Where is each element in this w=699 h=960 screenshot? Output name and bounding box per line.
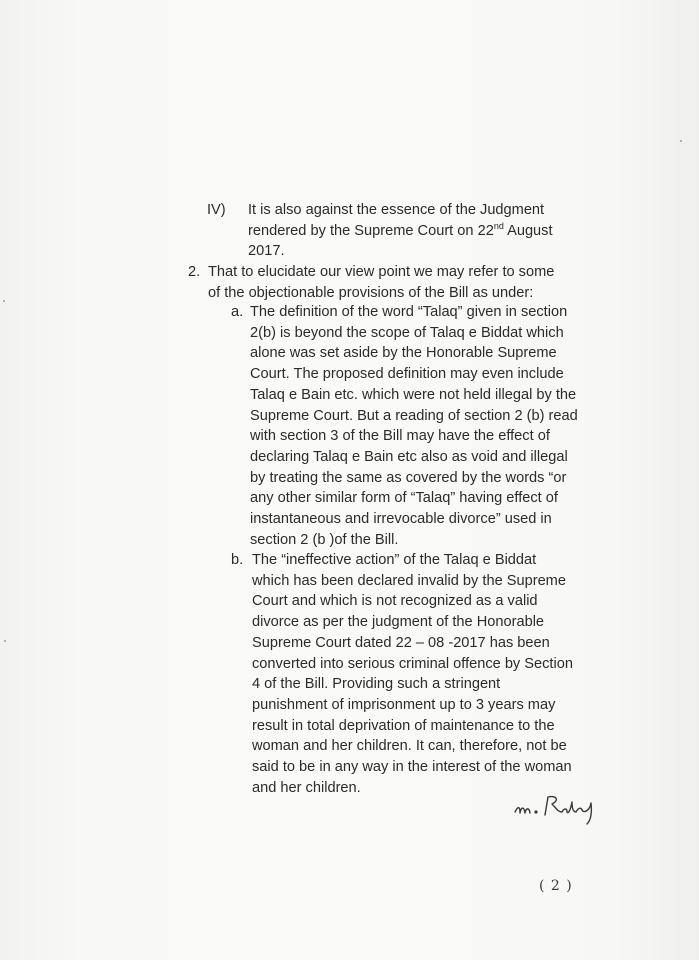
item-b-marker: b. bbox=[231, 552, 244, 568]
item-b-line-1: The “ineffective action” of the Talaq e Biddat bbox=[252, 552, 537, 568]
item-a-line-4: Court. The proposed definition may even include bbox=[250, 366, 564, 383]
item-a-text bbox=[250, 302, 578, 550]
item-a-line-8: declaring Talaq e Bain etc also as void and illegal bbox=[250, 448, 568, 465]
item-a-line-7: with section 3 of the Bill may have the effect of bbox=[250, 428, 550, 445]
item-2-text bbox=[208, 262, 554, 303]
item-b-line-9: result in total deprivation of maintenance to the bbox=[252, 717, 555, 734]
item-b-line-10: woman and her children. It can, therefore, not be bbox=[252, 738, 567, 755]
item-2-line-2: of the objectionable provisions of the Bill as under: bbox=[208, 284, 534, 301]
item-iv-line-3: 2017. bbox=[248, 243, 285, 260]
item-b-line-2: which has been declared invalid by the Supreme bbox=[252, 572, 566, 589]
item-a-line-5: Talaq e Bain etc. which were not held illegal by the bbox=[250, 386, 577, 403]
page-number: ( 2 ) bbox=[539, 878, 573, 894]
item-b-text bbox=[252, 550, 573, 798]
item-b-line-6: converted into serious criminal offence by Section bbox=[252, 655, 573, 672]
item-2-line-1: That to elucidate our view point we may refer to some bbox=[208, 264, 555, 280]
item-iv-line-2-text: rendered by the Supreme Court on 22 bbox=[248, 222, 494, 239]
signature bbox=[512, 788, 607, 828]
item-a-marker: a. bbox=[231, 304, 244, 320]
item-b-line-11: said to be in any way in the interest of the woman bbox=[252, 759, 572, 776]
item-b-line-8: punishment of imprisonment up to 3 years may bbox=[252, 696, 556, 713]
item-a-line-1: The definition of the word “Talaq” given in section bbox=[250, 304, 568, 320]
item-iv-superscript: nd bbox=[493, 220, 504, 231]
scan-speck bbox=[680, 140, 682, 142]
item-b-line-3: Court and which is not recognized as a valid bbox=[252, 593, 538, 610]
item-2-marker: 2. bbox=[188, 264, 201, 280]
item-a-line-6: Supreme Court. But a reading of section 2 (b) read bbox=[250, 407, 578, 424]
scan-speck bbox=[3, 300, 5, 302]
item-b-line-5: Supreme Court dated 22 – 08 -2017 has been bbox=[252, 634, 550, 651]
item-a-line-12: section 2 (b )of the Bill. bbox=[250, 531, 399, 548]
item-b-line-7: 4 of the Bill. Providing such a stringent bbox=[252, 676, 501, 693]
item-iv-line-1: It is also against the essence of the Judgment bbox=[248, 202, 545, 218]
item-a-line-2: 2(b) is beyond the scope of Talaq e Biddat which bbox=[250, 324, 564, 341]
item-b-line-12: and her children. bbox=[252, 779, 361, 796]
item-a-line-3: alone was set aside by the Honorable Supreme bbox=[250, 345, 557, 362]
item-iv-line-2 bbox=[248, 221, 553, 242]
item-a-line-9: by treating the same as covered by the words “or bbox=[250, 469, 567, 486]
item-iv-marker: IV) bbox=[207, 202, 226, 218]
item-b-line-4: divorce as per the judgment of the Honorable bbox=[252, 614, 545, 631]
item-a-line-11: instantaneous and irrevocable divorce” used in bbox=[250, 511, 552, 528]
item-a-line-10: any other similar form of “Talaq” having effect of bbox=[250, 490, 558, 507]
item-iv-text bbox=[248, 200, 553, 262]
scan-speck bbox=[4, 640, 6, 642]
item-iv-line-2-tail: August bbox=[503, 222, 553, 239]
